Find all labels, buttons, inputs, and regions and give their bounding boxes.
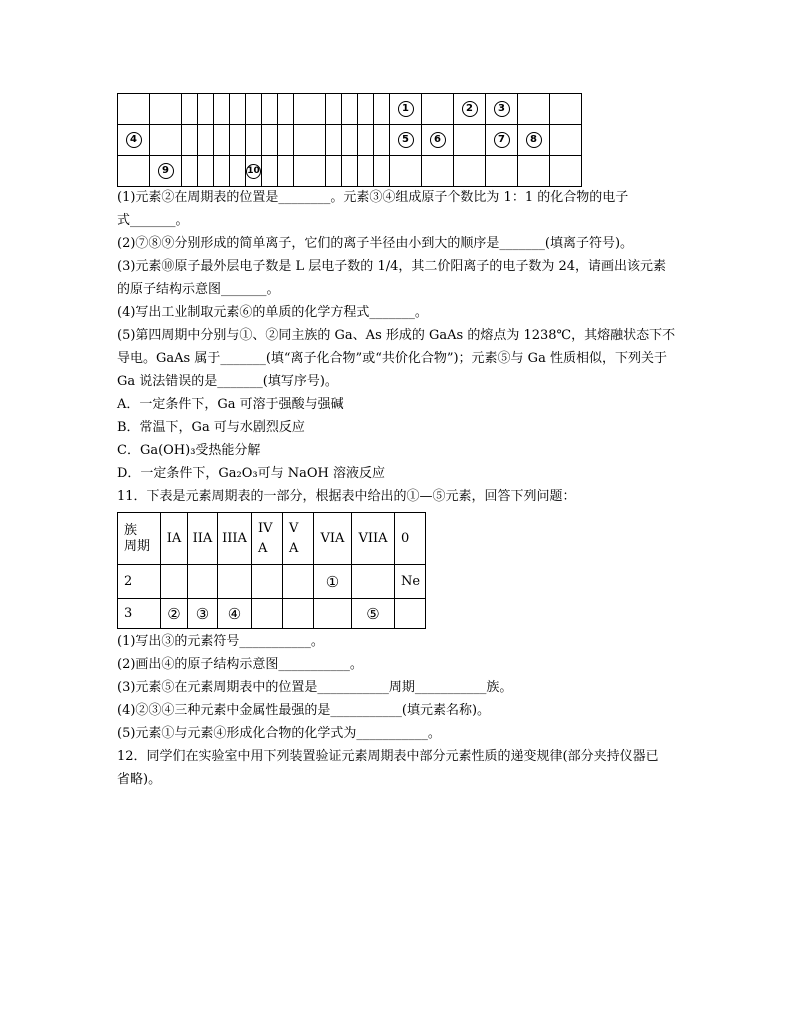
table-row	[118, 156, 582, 187]
element-marker: 5	[398, 132, 414, 148]
group-header: IIA	[188, 513, 218, 565]
element-marker: 10	[246, 164, 261, 179]
element-marker: 3	[494, 101, 510, 117]
element-cell: ②	[161, 599, 188, 629]
q11-part2: (2)画出④的原子结构示意图___________。	[117, 657, 363, 672]
element-cell: ⑤	[352, 599, 395, 629]
element-cell: ①	[314, 565, 352, 599]
q10-part3-line2: 的原子结构示意图_______。	[117, 282, 280, 297]
q10-part3-line1: (3)元素⑩原子最外层电子数是 L 层电子数的 1/4，其二价阳离子的电子数为 24，请画出该元素	[117, 259, 667, 274]
group-header: V A	[283, 513, 314, 565]
table-row	[118, 599, 426, 629]
group-header: VIA	[314, 513, 352, 565]
q11-periodic-table	[117, 512, 426, 629]
q10-part2: (2)⑦⑧⑨分别形成的简单离子，它们的离子半径由小到大的顺序是_______(填离子符号)。	[117, 236, 634, 251]
q10-part5-line3: Ga 说法错误的是_______(填写序号)。	[117, 374, 338, 389]
element-cell: ③	[188, 599, 218, 629]
header-corner: 族 周期	[118, 513, 161, 565]
q11-part5: (5)元素①与元素④形成化合物的化学式为___________。	[117, 726, 441, 741]
q10-option-d: D．一定条件下，Ga₂O₃可与 NaOH 溶液反应	[117, 466, 386, 481]
q11-part4: (4)②③④三种元素中金属性最强的是___________(填元素名称)。	[117, 703, 491, 718]
q12-line2: 省略)。	[117, 772, 162, 787]
element-cell: ④	[218, 599, 252, 629]
group-header: 0	[395, 513, 426, 565]
q10-option-c: C．Ga(OH)₃受热能分解	[117, 443, 261, 458]
element-marker: 6	[430, 132, 446, 148]
period-label: 3	[118, 599, 161, 629]
q10-part5-line1: (5)第四周期中分别与①、②同主族的 Ga、As 形成的 GaAs 的熔点为 1238℃，其熔融状态下不	[117, 328, 676, 343]
group-header: IA	[161, 513, 188, 565]
q10-option-a: A．一定条件下，Ga 可溶于强酸与强碱	[117, 397, 344, 412]
element-marker: 8	[526, 132, 542, 148]
group-header: IV A	[252, 513, 283, 565]
element-marker: 7	[494, 132, 510, 148]
element-cell: Ne	[395, 565, 426, 599]
table-row	[118, 565, 426, 599]
q11-part1: (1)写出③的元素符号___________。	[117, 634, 324, 649]
q11-part3: (3)元素⑤在元素周期表中的位置是___________周期___________族。	[117, 680, 513, 695]
table-row	[118, 125, 582, 156]
table-row	[118, 513, 426, 565]
q10-option-b: B．常温下，Ga 可与水剧烈反应	[117, 420, 305, 435]
element-marker: 9	[158, 163, 174, 179]
q12-line1: 12．同学们在实验室中用下列装置验证元素周期表中部分元素性质的递变规律(部分夹持仪器已	[117, 749, 659, 764]
q10-part1-line2: 式_______。	[117, 213, 189, 228]
q10-part5-line2: 导电。GaAs 属于_______(填“离子化合物”或“共价化合物”)；元素⑤与 Ga 性质相似，下列关于	[117, 351, 667, 366]
q10-part4: (4)写出工业制取元素⑥的单质的化学方程式_______。	[117, 305, 428, 320]
group-header: VIIA	[352, 513, 395, 565]
period-label: 2	[118, 565, 161, 599]
group-header: IIIA	[218, 513, 252, 565]
element-marker: 4	[126, 132, 142, 148]
element-marker: 1	[398, 101, 414, 117]
element-marker: 2	[462, 101, 478, 117]
q10-part1-line1: (1)元素②在周期表的位置是________。元素③④组成原子个数比为 1：1 的化合物的电子	[117, 190, 629, 205]
periodic-table-skeleton	[117, 93, 582, 187]
q11-title: 11．下表是元素周期表的一部分，根据表中给出的①—⑤元素，回答下列问题：	[117, 489, 576, 504]
table-row	[118, 94, 582, 125]
